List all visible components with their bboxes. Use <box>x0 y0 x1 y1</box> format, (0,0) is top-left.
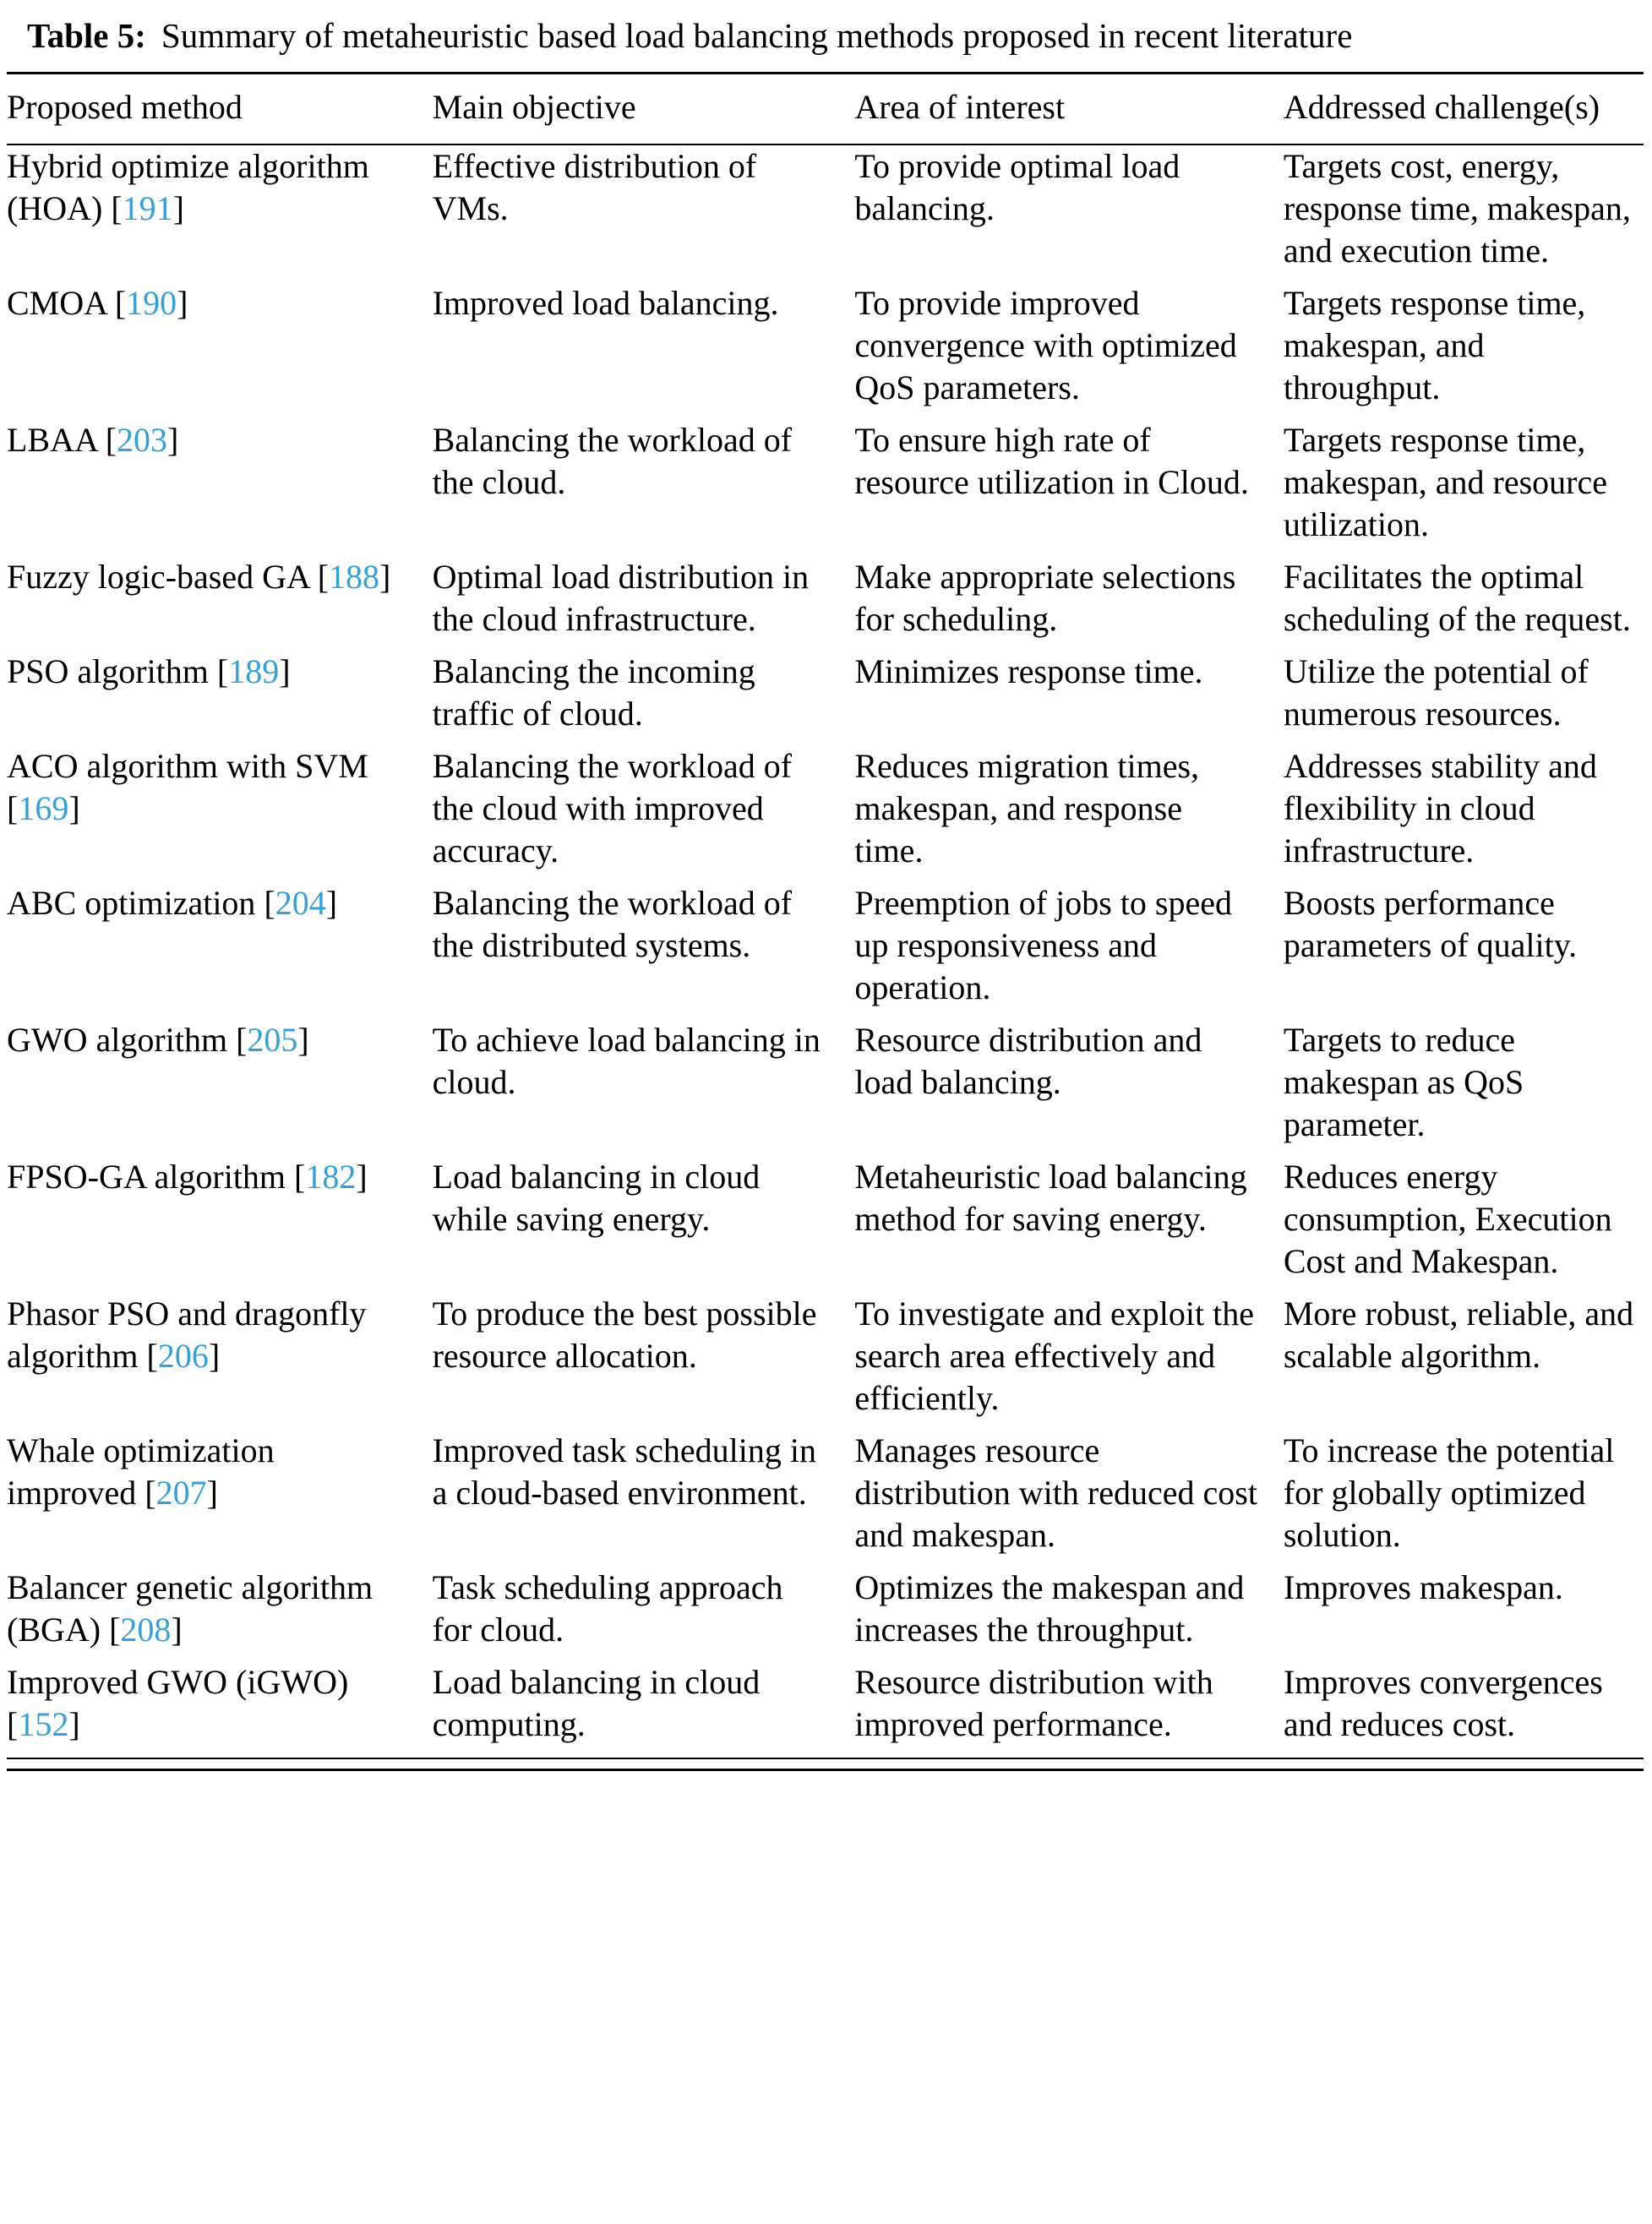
cell-main-objective: Task scheduling approach for cloud. <box>432 1568 783 1649</box>
cell-proposed-method <box>7 1019 433 1156</box>
method-name: ABC optimization <box>7 884 256 923</box>
citation-bracket-close: ] <box>167 421 179 460</box>
citation-link[interactable]: 204 <box>275 884 326 923</box>
citation-bracket-open: [ <box>317 558 330 597</box>
table-body <box>7 145 1644 1756</box>
citation-bracket-close: ] <box>279 652 291 691</box>
citation-bracket-open: [ <box>111 189 123 228</box>
cell-main-objective: Improved task scheduling in a cloud-based environment. <box>432 1431 816 1513</box>
citation-bracket-open: [ <box>216 652 229 691</box>
citation-bracket-close: ] <box>171 1611 183 1649</box>
citation-link[interactable]: 169 <box>18 789 69 828</box>
citation-link[interactable]: 152 <box>18 1705 69 1744</box>
cell-addressed-challenges: Reduces energy consumption, Execution Cost and Makespan. <box>1283 1158 1612 1281</box>
cell-main-objective: Improved load balancing. <box>432 284 779 323</box>
citation-bracket-open: [ <box>109 1611 121 1649</box>
citation-bracket-open: [ <box>114 284 127 323</box>
column-header-area-of-interest: Area of interest <box>854 88 1066 127</box>
cell-addressed-challenges: Boosts performance parameters of quality. <box>1283 884 1578 965</box>
citation-bracket-close: ] <box>172 189 184 228</box>
table-row <box>7 882 1644 1019</box>
table-row <box>7 651 1644 745</box>
table-row <box>7 1430 1644 1567</box>
cell-area-of-interest: Resource distribution and load balancing. <box>854 1021 1202 1102</box>
cell-main-objective: Load balancing in cloud while saving energy. <box>432 1158 761 1239</box>
table-row <box>7 1293 1644 1430</box>
citation-link[interactable]: 205 <box>247 1021 298 1060</box>
cell-addressed-challenges: To increase the potential for globally optimized solution. <box>1283 1431 1615 1555</box>
table-header-row <box>7 74 1644 144</box>
citation-bracket-open: [ <box>236 1021 248 1060</box>
table-row <box>7 1156 1644 1293</box>
cell-area-of-interest: To provide optimal load balancing. <box>854 147 1180 228</box>
table-row <box>7 556 1644 651</box>
cell-area-of-interest: Minimizes response time. <box>854 652 1203 691</box>
cell-main-objective: Optimal load distribution in the cloud infrastructure. <box>432 558 810 639</box>
cell-area-of-interest: Make appropriate selections for scheduling. <box>854 558 1236 639</box>
cell-area-of-interest: To investigate and exploit the search area effectively and efficiently. <box>854 1295 1254 1418</box>
cell-area-of-interest: Resource distribution with improved performance. <box>854 1663 1213 1744</box>
citation-bracket-open: [ <box>294 1158 306 1196</box>
citation-bracket-open: [ <box>7 789 19 828</box>
cell-main-objective: To produce the best possible resource allocation. <box>432 1295 817 1376</box>
cell-addressed-challenges: More robust, reliable, and scalable algorithm. <box>1283 1295 1634 1376</box>
cell-main-objective: Load balancing in cloud computing. <box>432 1663 761 1744</box>
table-bottom-rule <box>7 1758 1644 1771</box>
table-row <box>7 1661 1644 1756</box>
cell-proposed-method <box>7 1293 433 1430</box>
citation-link[interactable]: 203 <box>117 421 168 460</box>
method-name: Fuzzy logic-based GA <box>7 558 309 597</box>
method-name: PSO algorithm <box>7 652 209 691</box>
citation-link[interactable]: 208 <box>120 1611 172 1649</box>
column-header-proposed-method: Proposed method <box>7 88 243 127</box>
table-row <box>7 745 1644 882</box>
citation-link[interactable]: 191 <box>122 189 173 228</box>
cell-proposed-method <box>7 1567 433 1661</box>
method-name: ACO algorithm with SVM <box>7 747 368 786</box>
cell-proposed-method <box>7 1661 433 1756</box>
method-name: Balancer genetic algorithm (BGA) <box>7 1568 373 1649</box>
table-row <box>7 1019 1644 1156</box>
citation-link[interactable]: 182 <box>305 1158 357 1196</box>
cell-proposed-method <box>7 1430 433 1567</box>
method-name: Hybrid optimize algorithm (HOA) <box>7 147 369 228</box>
cell-addressed-challenges: Targets response time, makespan, and resource utilization. <box>1283 421 1607 544</box>
citation-bracket-open: [ <box>144 1474 156 1513</box>
table-row <box>7 145 1644 282</box>
cell-addressed-challenges: Targets response time, makespan, and throughput. <box>1283 284 1586 407</box>
citation-bracket-open: [ <box>264 884 275 923</box>
citation-bracket-close: ] <box>68 789 80 828</box>
cell-main-objective: Balancing the workload of the cloud with improved accuracy. <box>432 747 793 870</box>
cell-proposed-method <box>7 145 433 282</box>
citation-bracket-open: [ <box>105 421 117 460</box>
cell-area-of-interest: Optimizes the makespan and increases the throughput. <box>854 1568 1245 1649</box>
cell-addressed-challenges: Improves makespan. <box>1283 1568 1563 1607</box>
method-name: LBAA <box>7 421 97 460</box>
citation-bracket-close: ] <box>177 284 188 323</box>
column-header-main-objective: Main objective <box>432 88 636 127</box>
cell-main-objective: Balancing the workload of the distributed systems. <box>432 884 793 965</box>
cell-proposed-method <box>7 556 433 651</box>
cell-main-objective: Effective distribution of VMs. <box>432 147 757 228</box>
citation-bracket-close: ] <box>297 1021 309 1060</box>
citation-bracket-open: [ <box>7 1705 19 1744</box>
cell-proposed-method <box>7 419 433 556</box>
cell-area-of-interest: To ensure high rate of resource utilization in Cloud. <box>854 421 1249 502</box>
method-name: CMOA <box>7 284 106 323</box>
citation-bracket-close: ] <box>379 558 391 597</box>
table-row <box>7 1567 1644 1661</box>
cell-main-objective: Balancing the workload of the cloud. <box>432 421 793 502</box>
cell-proposed-method <box>7 282 433 419</box>
cell-addressed-challenges: Targets cost, energy, response time, makespan, and execution time. <box>1283 147 1631 270</box>
cell-addressed-challenges: Utilize the potential of numerous resources. <box>1283 652 1589 733</box>
table-caption-label: Table 5: <box>27 16 146 55</box>
cell-proposed-method <box>7 745 433 882</box>
cell-area-of-interest: Manages resource distribution with reduced cost and makespan. <box>854 1431 1257 1555</box>
citation-bracket-open: [ <box>146 1337 158 1376</box>
table-caption <box>27 14 1644 58</box>
cell-area-of-interest: To provide improved convergence with optimized QoS parameters. <box>854 284 1237 407</box>
citation-bracket-close: ] <box>325 884 338 923</box>
table-row <box>7 419 1644 556</box>
citation-bracket-close: ] <box>208 1337 221 1376</box>
table-caption-text: Summary of metaheuristic based load balancing methods proposed in recent literature <box>161 16 1353 55</box>
method-name: FPSO-GA algorithm <box>7 1158 286 1196</box>
citation-link[interactable]: 188 <box>329 558 380 597</box>
method-name: Improved GWO (iGWO) <box>7 1663 349 1702</box>
citation-link[interactable]: 190 <box>126 284 177 323</box>
cell-area-of-interest: Reduces migration times, makespan, and response time. <box>854 747 1200 870</box>
method-name: GWO algorithm <box>7 1021 228 1060</box>
method-name: Phasor PSO and dragonfly algorithm <box>7 1295 367 1376</box>
column-header-addressed-challenges: Addressed challenge(s) <box>1283 88 1600 127</box>
citation-bracket-close: ] <box>206 1474 218 1513</box>
citation-link[interactable]: 207 <box>155 1474 207 1513</box>
cell-proposed-method <box>7 882 433 1019</box>
cell-area-of-interest: Metaheuristic load balancing method for saving energy. <box>854 1158 1247 1239</box>
citation-bracket-close: ] <box>68 1705 80 1744</box>
cell-addressed-challenges: Facilitates the optimal scheduling of the request. <box>1283 558 1631 639</box>
cell-addressed-challenges: Improves convergences and reduces cost. <box>1283 1663 1603 1744</box>
cell-main-objective: Balancing the incoming traffic of cloud. <box>432 652 755 733</box>
citation-link[interactable]: 206 <box>157 1337 209 1376</box>
cell-addressed-challenges: Targets to reduce makespan as QoS parameter. <box>1283 1021 1524 1144</box>
citation-link[interactable]: 189 <box>228 652 280 691</box>
cell-proposed-method <box>7 1156 433 1293</box>
cell-proposed-method <box>7 651 433 745</box>
citation-bracket-close: ] <box>356 1158 368 1196</box>
cell-addressed-challenges: Addresses stability and flexibility in cloud infrastructure. <box>1283 747 1597 870</box>
cell-main-objective: To achieve load balancing in cloud. <box>432 1021 821 1102</box>
table-row <box>7 282 1644 419</box>
cell-area-of-interest: Preemption of jobs to speed up responsiveness and operation. <box>854 884 1232 1007</box>
method-name: Whale optimization improved <box>7 1431 275 1513</box>
